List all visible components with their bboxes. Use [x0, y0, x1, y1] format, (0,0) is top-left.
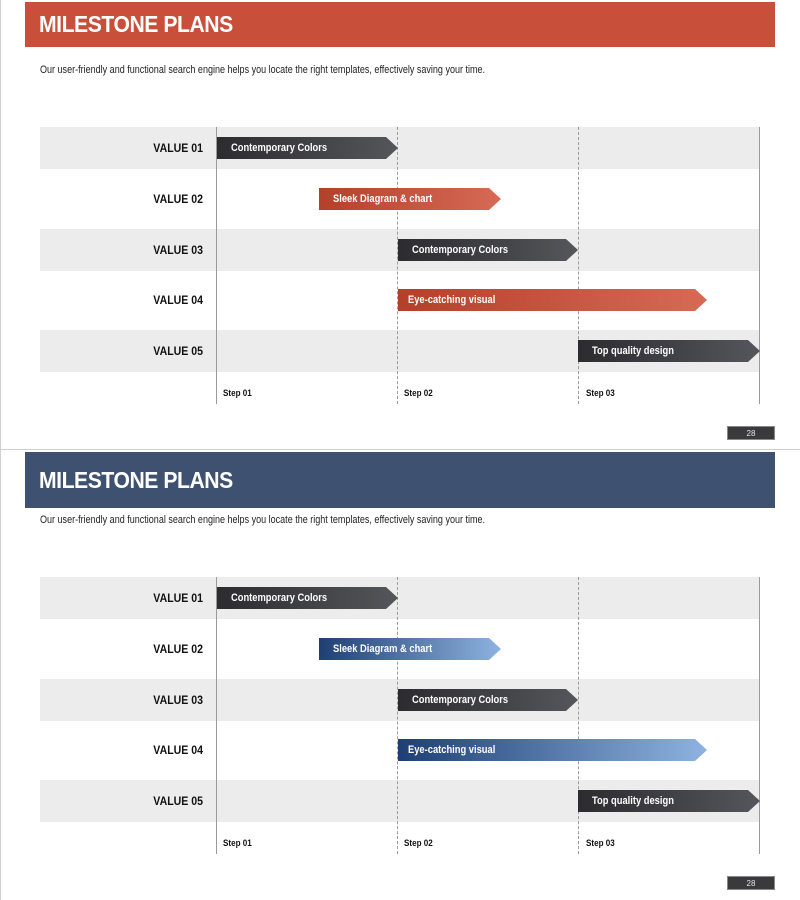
slide-title: MILESTONE PLANS	[39, 11, 233, 37]
row-label: VALUE 02	[153, 642, 203, 656]
milestone-bar[interactable]	[217, 137, 398, 159]
axis-line-end	[759, 127, 760, 404]
bar-label: Contemporary Colors	[412, 244, 509, 256]
slide-header	[25, 2, 775, 47]
slide-subtitle: Our user-friendly and functional search engine helps you locate the right templates, effectively saving your time.	[40, 514, 486, 526]
slide-title: MILESTONE PLANS	[39, 466, 233, 493]
bar-label: Top quality design	[592, 345, 674, 357]
slide-blue	[0, 450, 800, 900]
bar-label: Top quality design	[592, 795, 674, 807]
milestone-chart	[40, 127, 760, 405]
row-label: VALUE 04	[153, 743, 203, 757]
grid-line-step-02	[397, 127, 398, 404]
slide-header	[25, 452, 775, 508]
page-number: 28	[727, 876, 775, 890]
milestone-bar[interactable]	[398, 689, 578, 711]
step-label: Step 01	[223, 838, 252, 849]
grid-line-step-03	[578, 127, 579, 404]
axis-line-step-01	[216, 577, 217, 854]
grid-line-step-02	[397, 577, 398, 854]
row-label: VALUE 01	[153, 591, 203, 605]
bar-label: Sleek Diagram & chart	[333, 193, 433, 205]
row-label: VALUE 02	[153, 192, 203, 206]
bar-label: Contemporary Colors	[231, 592, 328, 604]
row-label: VALUE 03	[153, 243, 203, 257]
page-number: 28	[727, 426, 775, 440]
axis-line-step-01	[216, 127, 217, 404]
slide-subtitle: Our user-friendly and functional search engine helps you locate the right templates, effectively saving your time.	[40, 64, 486, 76]
row-label: VALUE 05	[153, 344, 203, 358]
bar-label: Contemporary Colors	[412, 694, 509, 706]
row-label: VALUE 03	[153, 693, 203, 707]
chart-row	[40, 577, 760, 619]
milestone-bar[interactable]	[578, 790, 760, 812]
milestone-bar[interactable]	[217, 587, 398, 609]
milestone-bar[interactable]	[319, 188, 501, 210]
milestone-bar[interactable]	[398, 289, 707, 311]
chart-row	[40, 127, 760, 169]
row-label: VALUE 04	[153, 293, 203, 307]
bar-label: Contemporary Colors	[231, 142, 328, 154]
axis-line-end	[759, 577, 760, 854]
milestone-bar[interactable]	[319, 638, 501, 660]
step-label: Step 03	[586, 838, 615, 849]
row-label: VALUE 05	[153, 794, 203, 808]
milestone-chart	[40, 577, 760, 855]
grid-line-step-03	[578, 577, 579, 854]
bar-label: Eye-catching visual	[408, 294, 496, 306]
milestone-bar[interactable]	[398, 239, 578, 261]
bar-label: Sleek Diagram & chart	[333, 643, 433, 655]
step-label: Step 02	[404, 388, 433, 399]
step-label: Step 02	[404, 838, 433, 849]
milestone-bar[interactable]	[398, 739, 707, 761]
milestone-bar[interactable]	[578, 340, 760, 362]
bar-label: Eye-catching visual	[408, 744, 496, 756]
step-label: Step 01	[223, 388, 252, 399]
step-label: Step 03	[586, 388, 615, 399]
row-label: VALUE 01	[153, 141, 203, 155]
